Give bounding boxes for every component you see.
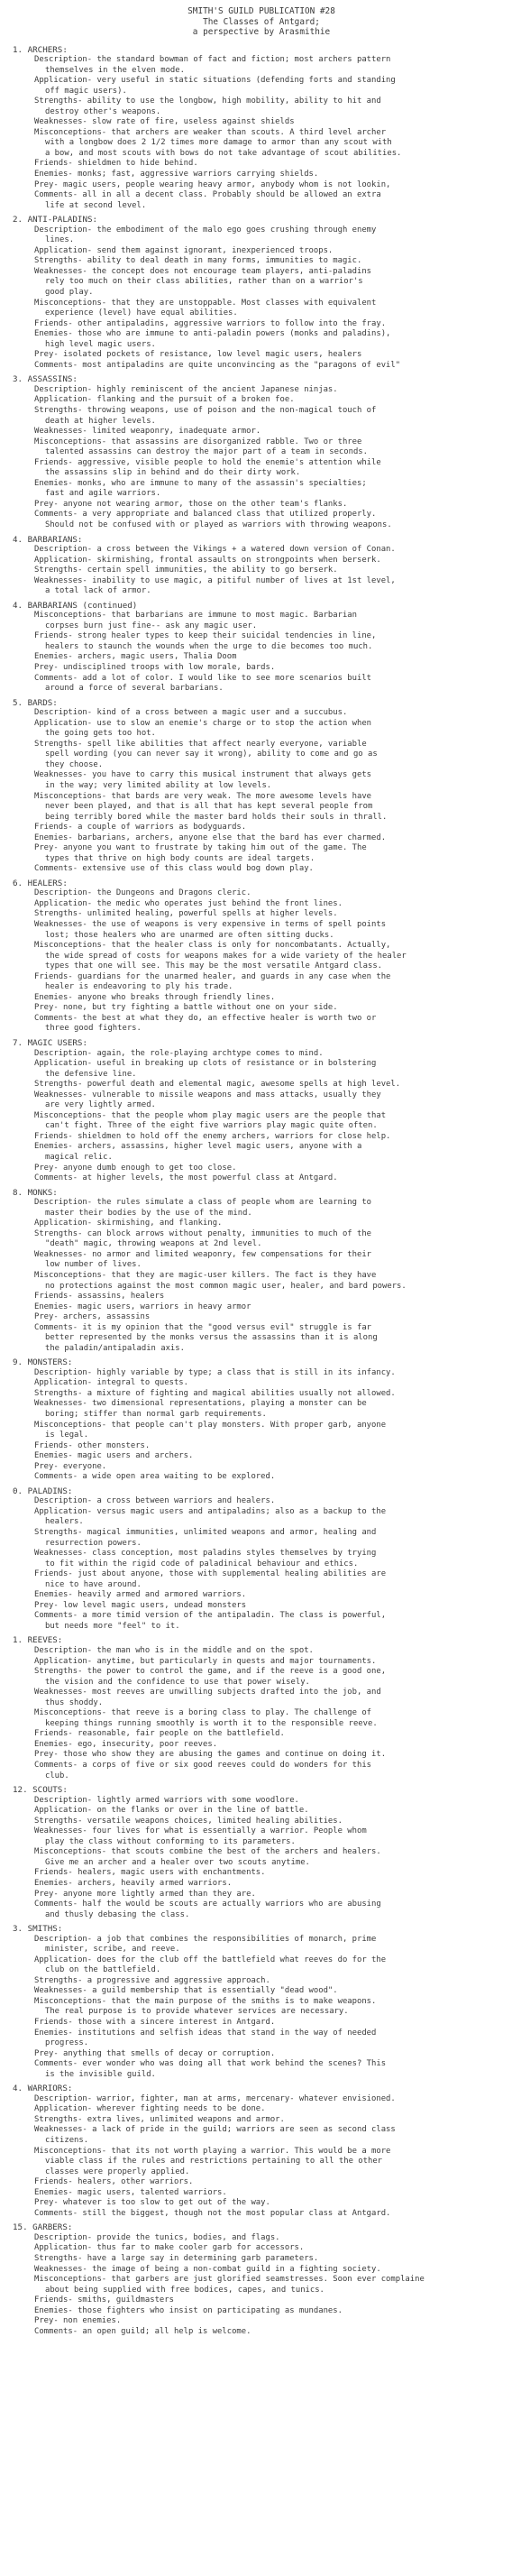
text-continuation-line: citizens. [45,2135,89,2145]
text-line: Comments- most antipaladins are quite unconvincing as the "paragons of evil" [34,360,401,370]
text-continuation-line: the wide spread of costs for weapons makes for a wide variety of the healer [45,951,407,961]
text-line: Misconceptions- that bards are very weak. The more awesome levels have [34,791,372,801]
text-line: Application- send them against ignorant, inexperienced troops. [34,245,334,255]
text-line: Weaknesses- the use of weapons is very expensive in terms of spell points [34,920,387,930]
text-line: Description- the man who is in the middle and on the spot. [34,1645,314,1655]
text-line: Weaknesses- vulnerable to missile weapons and mass attacks, usually they [34,1090,381,1099]
text-line: Friends- healers, other warriors. [34,2177,194,2187]
class-section [11,1038,512,1184]
section-heading: 3. SMITHS: [13,1924,63,1935]
text-line: Prey- anyone dumb enough to get too close. [34,1163,237,1173]
text-line: Prey- none, but try fighting a battle without one on your side. [34,1003,338,1013]
text-line: Application- skirmishing, and flanking. [34,1219,223,1228]
text-continuation-line: good play. [45,287,94,297]
text-line: Application- does for the club off the battlefield what reeves do for the [34,1955,387,1964]
text-line: Description- the embodiment of the malo ego goes crushing through enemy [34,225,377,235]
text-continuation-line: healers to staunch the wounds when the urge to die becomes too much. [45,641,373,651]
text-line: Application- very useful in static situations (defending forts and standing [34,76,396,86]
text-continuation-line: is the invisible guild. [45,2069,156,2079]
text-line: Misconceptions- that its not worth playing a warrior. This would be a more [34,2146,391,2156]
section-heading: 4. BARBARIANS: [13,534,83,545]
class-list [11,45,512,2338]
text-continuation-line: and thusly debasing the class. [45,1909,190,1919]
section-heading: 1. ARCHERS: [13,44,68,55]
text-line: Description- the Dungeons and Dragons cleric. [34,888,251,898]
text-continuation-line: being terribly bored while the master bard holds their souls in thrall. [45,812,388,822]
text-line: Strengths- certain spell immunities, the ability to go berserk. [34,566,338,575]
text-continuation-line: master their bodies by the use of the mind. [45,1208,252,1218]
publication-title: SMITH'S GUILD PUBLICATION #28 [187,6,335,16]
text-line: Misconceptions- that garbers are just glorified seamstresses. Soon ever complaine [34,2275,425,2285]
text-continuation-line: lost; those healers who are unarmed are often sitting ducks. [45,930,334,940]
text-line: Strengths- unlimited healing, powerful spells at higher levels. [34,909,338,919]
section-heading: 7. MAGIC USERS: [13,1038,87,1049]
text-continuation-line: Should not be confused with or played as warriors with throwing weapons. [45,520,392,529]
text-line: Strengths- powerful death and elemental magic, awesome spells at high level. [34,1080,401,1090]
text-continuation-line: lines. [45,235,75,245]
text-line: Enemies- monks, who are immune to many of the assassin's specialties; [34,478,367,488]
text-continuation-line: high level magic users. [45,339,156,349]
text-line: Application- use to slow an enemie's charge or to stop the action when [34,718,372,728]
text-line: Enemies- monks; fast, aggressive warriors carrying shields. [34,170,319,179]
text-line: Application- skirmishing, frontal assaults on strongpoints when berserk. [34,555,381,565]
text-continuation-line: viable class if the rules and restrictions pertaining to all the other [45,2157,383,2167]
text-continuation-line: types that one will see. This may be the most versatile Antgard class. [45,961,383,971]
text-line: Weaknesses- you have to carry this musical instrument that always gets [34,770,372,780]
text-line: Comments- a very appropriate and balanced class that utilized properly. [34,510,377,520]
text-continuation-line: destroy other's weapons. [45,106,161,116]
text-continuation-line: The real purpose is to provide whatever services are necessary. [45,2007,349,2017]
text-line: Enemies- those fighters who insist on participating as mundanes. [34,2305,343,2315]
text-line: Friends- healers, magic users with enchantments. [34,1868,266,1878]
text-line: Description- highly reminiscent of the ancient Japanese ninjas. [34,384,338,394]
section-heading: 4. BARBARIANS (continued) [13,600,138,611]
text-continuation-line: club. [45,1771,69,1780]
text-line: Misconceptions- that archers are weaker than scouts. A third level archer [34,127,387,137]
text-line: Prey- anyone you want to frustrate by taking him out of the game. The [34,843,367,853]
text-continuation-line: the paladin/antipaladin axis. [45,1343,185,1353]
text-line: Prey- magic users, people wearing heavy armor, anybody whom is not lookin, [34,179,391,189]
text-line: Description- a job that combines the responsibilities of monarch, prime [34,1934,377,1944]
text-continuation-line: themselves in the elven mode. [45,65,185,75]
text-line: Comments- a wide open area waiting to be explored. [34,1472,276,1482]
text-line: Description- lightly armed warriors with some woodlore. [34,1795,299,1805]
text-line: Application- thus far to make cooler garb for accessors. [34,2243,305,2253]
text-line: Friends- strong healer types to keep their suicidal tendencies in line, [34,631,377,641]
text-line: Description- the rules simulate a class of people whom are learning to [34,1198,372,1208]
text-line: Comments- at higher levels, the most powerful class at Antgard. [34,1173,338,1183]
text-continuation-line: minister, scribe, and reeve. [45,1945,180,1955]
text-line: Enemies- archers, magic users, Thalia Doom [34,652,237,662]
text-line: Strengths- the power to control the game, and if the reeve is a good one, [34,1667,387,1677]
text-continuation-line: low number of lives. [45,1260,142,1270]
text-line: Description- again, the role-playing archtype comes to mind. [34,1048,324,1058]
text-continuation-line: spell wording (you can never say it wrong), ability to come and go as [45,750,378,759]
text-continuation-line: thus shoddy. [45,1697,104,1707]
text-line: Prey- undisciplined troops with low morale, bards. [34,662,276,672]
text-line: Description- warrior, fighter, man at arms, mercenary- whatever envisioned. [34,2093,396,2103]
text-line: Enemies- heavily armed and armored warriors. [34,1590,247,1600]
section-heading: 4. WARRIORS: [13,2084,73,2094]
text-continuation-line: death at higher levels. [45,416,156,426]
text-line: Application- versus magic users and antipaladins; also as a backup to the [34,1506,387,1516]
text-line: Misconceptions- that assassins are disorganized rabble. Two or three [34,437,362,446]
text-line: Friends- aggressive, visible people to hold the enemie's attention while [34,457,381,467]
text-continuation-line: never been played, and that is all that has kept several people from [45,802,373,812]
text-line: Comments- an open guild; all help is welcome. [34,2326,251,2336]
text-line: Enemies- magic users, talented warriors. [34,2187,227,2197]
text-continuation-line: fast and agile warriors. [45,489,161,499]
text-continuation-line: progress. [45,2038,89,2048]
text-line: Misconceptions- that the main purpose of the smiths is to make weapons. [34,1996,377,2006]
text-line: Enemies- barbarians, archers, anyone else that the bard has ever charmed. [34,833,387,842]
text-continuation-line: the defensive line. [45,1069,137,1079]
text-line: Friends- guardians for the unarmed healer, and guards in any case when the [34,971,391,981]
text-continuation-line: boring; stiffer than normal garb requirements. [45,1410,267,1420]
text-line: Strengths- throwing weapons, use of poison and the non-magical touch of [34,405,377,415]
class-section [11,2084,512,2219]
text-line: Weaknesses- the concept does not encourage team players, anti-paladins [34,266,372,276]
text-continuation-line: club on the battlefield. [45,1965,161,1975]
text-line: Strengths- ability to deal death in many forms, immunities to magic. [34,256,362,266]
class-section [11,1357,512,1483]
text-continuation-line: around a force of several barbarians. [45,684,224,694]
text-line: Friends- other monsters. [34,1440,151,1450]
text-continuation-line: "death" magic, throwing weapons at 2nd level. [45,1239,262,1249]
text-line: Strengths- spell like abilities that affect nearly everyone, variable [34,739,367,749]
text-line: Prey- low level magic users, undead monsters [34,1600,247,1610]
text-line: Prey- anyone more lightly armed than they are. [34,1889,256,1899]
text-continuation-line: about being supplied with free bodices, capes, and tunics. [45,2285,324,2295]
document-title: The Classes of Antgard; [203,16,320,27]
class-section [11,374,512,530]
text-line: Prey- archers, assassins [34,1312,151,1322]
section-heading: 6. HEALERS: [13,878,68,888]
text-line: Description- the standard bowman of fact and fiction; most archers pattern [34,55,391,64]
text-continuation-line: to fit within the rigid code of paladinical behaviour and ethics. [45,1559,359,1569]
text-line: Friends- smiths, guildmasters [34,2295,174,2305]
text-line: Comments- all in all a decent class. Probably should be allowed an extra [34,190,381,200]
text-line: Strengths- versatile weapons choices, limited healing abilities. [34,1816,343,1826]
text-line: Friends- just about anyone, those with supplemental healing abilities are [34,1569,387,1579]
text-line: Misconceptions- that they are unstoppable. Most classes with equivalent [34,298,377,308]
text-line: Misconceptions- that barbarians are immune to most magic. Barbarian [34,611,357,621]
text-continuation-line: corpses burn just fine-- ask any magic user. [45,621,258,630]
text-continuation-line: is legal. [45,1431,89,1440]
text-line: Weaknesses- two dimensional representations, playing a monster can be [34,1399,367,1409]
text-continuation-line: better represented by the monks versus the assassins than it is along [45,1333,378,1343]
text-continuation-line: the vision and the confidence to use that power wisely. [45,1677,310,1687]
text-line: Friends- shieldmen to hide behind. [34,159,198,169]
text-continuation-line: are very lightly armed. [45,1100,156,1110]
text-line: Misconceptions- that reeve is a boring class to play. The challenge of [34,1708,372,1718]
section-heading: 15. GARBERS: [13,2222,73,2233]
class-section [11,1486,512,1633]
text-line: Strengths- extra lives, unlimited weapons and armor. [34,2114,285,2124]
class-section [11,698,512,875]
text-continuation-line: healer is endeavoring to ply his trade. [45,982,233,992]
text-line: Application- wherever fighting needs to be done. [34,2104,266,2114]
class-section [11,2222,512,2337]
text-line: Prey- non enemies. [34,2316,122,2326]
text-line: Description- a cross between the Vikings + a watered down version of Conan. [34,545,396,555]
text-continuation-line: nice to have around. [45,1579,142,1589]
text-line: Misconceptions- that scouts combine the best of the archers and healers. [34,1847,381,1857]
text-line: Prey- those who show they are abusing the games and continue on doing it. [34,1750,387,1760]
text-line: Comments- ever wonder who was doing all that work behind the scenes? This [34,2059,387,2069]
text-line: Misconceptions- that people can't play monsters. With proper garb, anyone [34,1420,387,1430]
text-line: Friends- other antipaladins, aggressive warriors to follow into the fray. [34,318,387,328]
class-section [11,601,512,695]
text-line: Enemies- ego, insecurity, poor reeves. [34,1739,218,1749]
class-section [11,1188,512,1355]
text-continuation-line: but needs more "feel" to it. [45,1621,180,1631]
text-line: Weaknesses- four lives for what is essentially a warrior. People whom [34,1826,367,1836]
text-line: Prey- anything that smells of decay or corruption. [34,2048,276,2058]
class-section [11,535,512,597]
text-continuation-line: with a longbow does 2 1/2 times more damage to armor than any scout with [45,138,392,148]
text-line: Application- useful in breaking up clots of resistance or in bolstering [34,1059,377,1069]
text-continuation-line: in the way; very limited ability at low levels. [45,780,272,790]
byline: a perspective by Arasmithie [192,27,331,37]
class-section [11,1635,512,1781]
text-line: Application- the medic who operates just behind the front lines. [34,898,343,908]
text-line: Strengths- have a large say in determining garb parameters. [34,2253,319,2263]
section-heading: 5. BARDS: [13,697,58,708]
text-continuation-line: classes were properly applied. [45,2167,190,2176]
text-line: Friends- assassins, healers [34,1292,165,1302]
text-continuation-line: types that thrive on high body counts are ideal targets. [45,853,315,863]
text-line: Weaknesses- most reeves are unwilling subjects drafted into the job, and [34,1688,381,1697]
text-line: Enemies- anyone who breaks through friendly lines. [34,992,276,1002]
text-line: Enemies- magic users, warriors in heavy armor [34,1302,251,1311]
text-line: Comments- add a lot of color. I would like to see more scenarios built [34,673,372,683]
text-continuation-line: keeping things running smoothly is worth it to the responsible reeve. [45,1718,378,1728]
text-continuation-line: they choose. [45,759,104,769]
text-line: Description- kind of a cross between a magic user and a succubus. [34,708,348,718]
text-line: Misconceptions- that the healer class is only for noncombatants. Actually, [34,941,391,951]
document-header [11,6,512,38]
section-heading: 8. MONKS: [13,1187,58,1198]
text-continuation-line: a total lack of armor. [45,586,151,596]
text-continuation-line: Give me an archer and a healer over two scouts anytime. [45,1857,310,1867]
text-line: Application- integral to quests. [34,1378,188,1388]
text-line: Comments- half the would be scouts are actually warriors who are abusing [34,1900,381,1909]
section-heading: 12. SCOUTS: [13,1785,68,1796]
text-line: Enemies- archers, assassins, higher level magic users, anyone with a [34,1142,362,1152]
text-line: Description- a cross between warriors and healers. [34,1496,276,1506]
text-line: Strengths- can block arrows without penalty, immunities to much of the [34,1228,372,1238]
text-line: Comments- a corps of five or six good reeves could do wonders for this [34,1760,372,1770]
text-line: Weaknesses- a lack of pride in the guild; warriors are seen as second class [34,2125,396,2135]
text-continuation-line: the going gets too hot. [45,729,156,739]
class-section [11,1924,512,2080]
text-line: Comments- extensive use of this class would bog down play. [34,864,314,874]
section-heading: 1. REEVES: [13,1635,63,1646]
text-line: Prey- isolated pockets of resistance, low level magic users, healers [34,350,362,360]
section-heading: 2. ANTI-PALADINS: [13,215,98,225]
text-line: Comments- the best at what they do, an effective healer is worth two or [34,1013,377,1023]
text-line: Friends- a couple of warriors as bodyguards. [34,823,247,833]
text-line: Misconceptions- that they are magic-user killers. The fact is they have [34,1270,377,1280]
text-line: Weaknesses- a guild membership that is essentially "dead wood". [34,1986,338,1996]
text-line: Prey- everyone. [34,1461,107,1471]
text-line: Friends- shieldmen to hold off the enemy archers, warriors for close help. [34,1131,391,1141]
text-line: Weaknesses- limited weaponry, inadequate armor. [34,427,261,437]
text-continuation-line: healers. [45,1517,84,1527]
text-line: Enemies- those who are immune to anti-paladin powers (monks and paladins), [34,329,391,339]
text-line: Comments- a more timid version of the antipaladin. The class is powerful, [34,1611,387,1621]
text-line: Enemies- archers, heavily armed warriors. [34,1878,233,1888]
text-continuation-line: three good fighters. [45,1024,142,1034]
text-line: Strengths- a progressive and aggressive approach. [34,1975,270,1985]
text-line: Prey- whatever is too slow to get out of the way. [34,2198,270,2208]
section-heading: 9. MONSTERS: [13,1357,73,1368]
text-continuation-line: a bow, and most scouts with bows do not take advantage of scout abilities. [45,148,402,158]
text-line: Description- provide the tunics, bodies, and flags. [34,2232,280,2242]
text-continuation-line: experience (level) have equal abilities. [45,308,238,318]
text-line: Application- on the flanks or over in the line of battle. [34,1806,309,1816]
text-line: Weaknesses- class conception, most paladins styles themselves by trying [34,1549,377,1559]
text-continuation-line: life at second level. [45,200,147,210]
text-line: Description- highly variable by type; a class that is still in its infancy. [34,1367,396,1377]
text-line: Weaknesses- inability to use magic, a pitiful number of lives at 1st level, [34,575,396,585]
text-line: Comments- it is my opinion that the "good versus evil" struggle is far [34,1322,372,1332]
text-continuation-line: resurrection powers. [45,1538,142,1548]
text-line: Friends- those with a sincere interest in Antgard. [34,2018,276,2028]
text-continuation-line: the assassins slip in behind and do their dirty work. [45,468,301,478]
text-line: Enemies- institutions and selfish ideas that stand in the way of needed [34,2028,377,2038]
text-line: Enemies- magic users and archers. [34,1451,194,1461]
text-line: Weaknesses- no armor and limited weaponry, few compensations for their [34,1249,372,1259]
text-line: Strengths- magical immunities, unlimited weapons and armor, healing and [34,1528,377,1537]
section-heading: 3. ASSASSINS: [13,374,78,385]
text-continuation-line: off magic users). [45,86,127,96]
text-line: Comments- still the biggest, though not the most popular class at Antgard. [34,2208,391,2218]
text-line: Misconceptions- that the people whom play magic users are the people that [34,1110,387,1120]
text-line: Prey- anyone not wearing armor, those on the other team's flanks. [34,499,348,509]
text-line: Weaknesses- slow rate of fire, useless against shields [34,117,295,127]
text-continuation-line: magical relic. [45,1153,113,1162]
class-section [11,45,512,212]
text-continuation-line: can't fight. Three of the eight five warriors play magic quite often. [45,1121,378,1131]
class-section [11,879,512,1035]
text-continuation-line: talented assassins can destroy the major part of a team in seconds. [45,447,368,457]
text-continuation-line: play the class without conforming to its parameters. [45,1836,296,1846]
text-line: Strengths- ability to use the longbow, high mobility, ability to hit and [34,97,381,106]
text-continuation-line: rely too much on their class abilities, rather than on a warrior's [45,277,363,287]
text-line: Strengths- a mixture of fighting and magical abilities usually not allowed. [34,1388,396,1398]
section-heading: 0. PALADINS: [13,1486,73,1496]
class-section [11,1785,512,1920]
text-continuation-line: no protections against the most common magic user, healer, and bard powers. [45,1281,407,1291]
text-line: Application- flanking and the pursuit of a broken foe. [34,395,295,405]
class-section [11,215,512,371]
text-line: Application- anytime, but particularly in quests and major tournaments. [34,1656,377,1666]
text-line: Friends- reasonable, fair people on the battlefield. [34,1729,285,1739]
text-line: Weaknesses- the image of being a non-combat guild in a fighting society. [34,2264,381,2274]
